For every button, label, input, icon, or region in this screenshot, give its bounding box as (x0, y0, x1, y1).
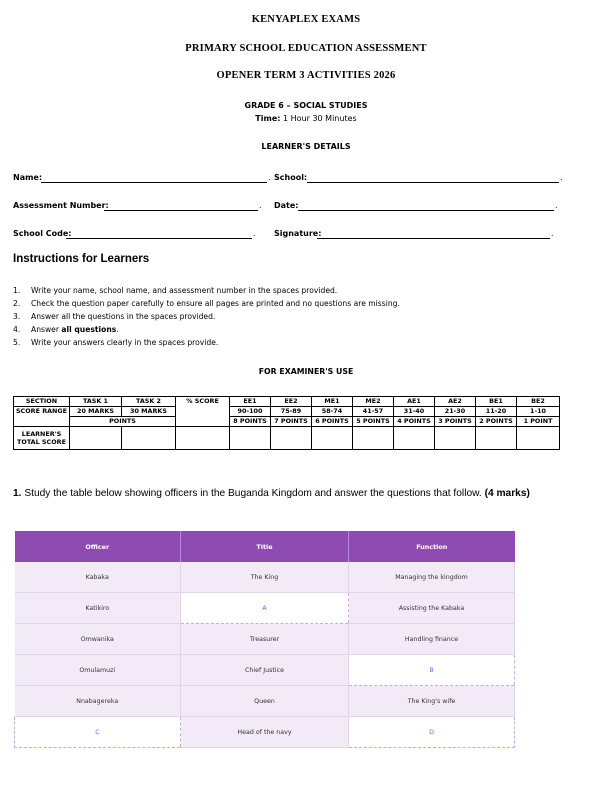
total-level-cell[interactable] (353, 427, 394, 450)
grade-subject: GRADE 6 – SOCIAL STUDIES (244, 101, 368, 110)
officer-row (15, 624, 515, 655)
total-level-cell[interactable] (312, 427, 353, 450)
officer-row (15, 717, 515, 748)
examiner-header-row (14, 397, 560, 407)
school-field[interactable] (307, 182, 559, 183)
total-task1-cell[interactable] (70, 427, 122, 450)
name-label: Name: (13, 173, 43, 182)
school-label: School: (274, 173, 308, 182)
title-header: Title (181, 531, 349, 562)
level-code: EE2 (271, 397, 312, 407)
assessment-number-field[interactable] (104, 210, 258, 211)
task2-header: TASK 2 (122, 397, 176, 407)
signature-field[interactable] (317, 238, 550, 239)
officers-header-row (15, 531, 515, 562)
question-text: Study the table below showing officers in the Buganda Kingdom and answer the questions that follow. (21, 488, 485, 499)
school-code-end: . (253, 229, 256, 238)
task1-header: TASK 1 (70, 397, 122, 407)
question-marks: (4 marks) (484, 488, 530, 499)
level-range: 58-74 (312, 407, 353, 417)
officer-cell: Omulamuzi (15, 655, 181, 686)
function-cell: Assisting the Kabaka (349, 593, 515, 624)
school-code-label: School Code: (13, 229, 72, 238)
level-code: ME1 (312, 397, 353, 407)
officer-cell: Kabaka (15, 562, 181, 593)
section-header: SECTION (14, 397, 70, 407)
task1-marks: 20 MARKS (70, 407, 122, 417)
learner-details-title: LEARNER'S DETAILS (261, 142, 351, 151)
level-points: 7 POINTS (271, 417, 312, 427)
question-1 (13, 487, 603, 501)
instruction-item: 5. Write your answers clearly in the spaces provide. (13, 338, 219, 347)
function-cell: Handling finance (349, 624, 515, 655)
instruction-item: 3. Answer all the questions in the spaces provided. (13, 312, 216, 321)
officer-row (15, 655, 515, 686)
score-pct-header: % SCORE (176, 397, 230, 427)
examiner-table (13, 396, 560, 450)
question-number: 1. (13, 488, 22, 499)
task2-marks: 30 MARKS (122, 407, 176, 417)
points-row (14, 417, 560, 427)
total-level-cell[interactable] (435, 427, 476, 450)
level-points: 1 POINT (517, 417, 560, 427)
name-end: . (268, 173, 271, 182)
assessment-title: PRIMARY SCHOOL EDUCATION ASSESSMENT (185, 43, 427, 54)
level-code: AE1 (394, 397, 435, 407)
date-field[interactable] (298, 210, 554, 211)
org-title: KENYAPLEX EXAMS (251, 14, 361, 25)
officer-row (15, 562, 515, 593)
time-label: Time: (255, 114, 281, 123)
officer-row (15, 593, 515, 624)
officer-cell: Katikiro (15, 593, 181, 624)
level-range: 90-100 (230, 407, 271, 417)
level-range: 41-57 (353, 407, 394, 417)
answer-blank[interactable]: A (181, 593, 349, 624)
officer-row (15, 686, 515, 717)
instruction-item: 1. Write your name, school name, and assessment number in the spaces provided. (13, 286, 338, 295)
title-cell: Treasurer (181, 624, 349, 655)
total-pct-cell[interactable] (176, 427, 230, 450)
title-cell: Chief Justice (181, 655, 349, 686)
title-cell: The King (181, 562, 349, 593)
title-cell: Queen (181, 686, 349, 717)
date-label: Date: (274, 201, 299, 210)
level-range: 31-40 (394, 407, 435, 417)
total-level-cell[interactable] (476, 427, 517, 450)
total-score-label: LEARNER'S TOTAL SCORE (14, 427, 70, 450)
signature-end: . (551, 229, 554, 238)
name-field[interactable] (41, 182, 267, 183)
examiner-title: FOR EXAMINER'S USE (258, 367, 354, 376)
answer-blank[interactable]: B (349, 655, 515, 686)
level-code: BE1 (476, 397, 517, 407)
level-code: ME2 (353, 397, 394, 407)
instruction-item: 2. Check the question paper carefully to ensure all pages are printed and no questions are missing. (13, 299, 400, 308)
function-header: Function (349, 531, 515, 562)
officer-cell: Omwanika (15, 624, 181, 655)
level-code: BE2 (517, 397, 560, 407)
officers-table (14, 531, 515, 748)
assessment-number-end: . (259, 201, 262, 210)
officer-header: Officer (15, 531, 181, 562)
total-level-cell[interactable] (230, 427, 271, 450)
officer-cell: Nnabagereka (15, 686, 181, 717)
term-title: OPENER TERM 3 ACTIVITIES 2026 (216, 70, 396, 81)
score-range-label: SCORE RANGE (14, 407, 70, 427)
total-level-cell[interactable] (517, 427, 560, 450)
level-range: 11-20 (476, 407, 517, 417)
score-range-row (14, 407, 560, 417)
instruction-item: 4. Answer all questions. (13, 325, 119, 334)
level-points: 2 POINTS (476, 417, 517, 427)
title-cell: Head of the navy (181, 717, 349, 748)
signature-label: Signature: (274, 229, 322, 238)
school-code-field[interactable] (66, 238, 252, 239)
answer-blank[interactable]: C (15, 717, 181, 748)
school-end: . (560, 173, 563, 182)
total-level-cell[interactable] (271, 427, 312, 450)
function-cell: Managing the kingdom (349, 562, 515, 593)
level-range: 75-89 (271, 407, 312, 417)
level-code: EE1 (230, 397, 271, 407)
level-points: 4 POINTS (394, 417, 435, 427)
level-range: 21-30 (435, 407, 476, 417)
level-code: AE2 (435, 397, 476, 407)
total-level-cell[interactable] (394, 427, 435, 450)
time-value: 1 Hour 30 Minutes (283, 114, 357, 123)
function-cell: The King's wife (349, 686, 515, 717)
level-points: 8 POINTS (230, 417, 271, 427)
date-end: . (555, 201, 558, 210)
assessment-number-label: Assessment Number: (13, 201, 109, 210)
level-points: 5 POINTS (353, 417, 394, 427)
level-points: 6 POINTS (312, 417, 353, 427)
answer-blank[interactable]: D (349, 717, 515, 748)
level-points: 3 POINTS (435, 417, 476, 427)
points-label: POINTS (70, 417, 176, 427)
time-line (0, 114, 612, 123)
total-score-row (14, 427, 560, 450)
total-task2-cell[interactable] (122, 427, 176, 450)
instructions-title: Instructions for Learners (13, 253, 150, 265)
level-range: 1-10 (517, 407, 560, 417)
